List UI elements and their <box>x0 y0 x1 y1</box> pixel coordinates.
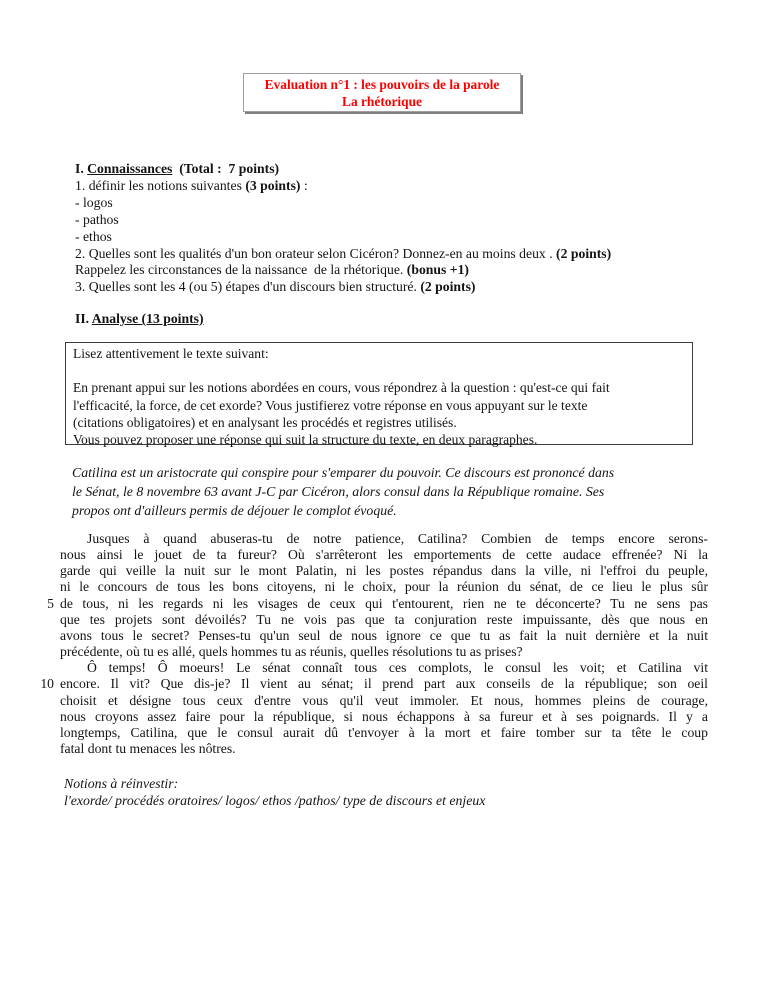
context-paragraph <box>72 463 722 521</box>
line-number-10: 10 <box>40 676 54 692</box>
title-line-1: Evaluation n°1 : les pouvoirs de la parole <box>264 77 500 92</box>
question-bonus: Rappelez les circonstances de la naissance de la rhétorique. (bonus +1) <box>75 262 469 278</box>
notions-title: Notions à réinvestir: <box>64 776 179 791</box>
speech-line: garde qui veille la nuit sur le mont Palatin, ni les postes répandus dans la ville, ni l'effroi du peuple, <box>60 563 708 579</box>
speech-line: de tous, ni les regards ni les visages de ceux qui t'entourent, rien ne te déconcerte? Tu ne sens pas <box>60 595 708 611</box>
instruction-line: (citations obligatoires) et en analysant les procédés et registres utilisés. <box>73 414 457 430</box>
section2-numeral: II. <box>75 311 92 326</box>
list-item-pathos: - pathos <box>75 211 119 227</box>
speech-text <box>60 531 708 757</box>
speech-line: que tes projets sont dévoilés? Tu ne vois pas que ta conjuration reste impuissante, dès que nous en <box>60 611 708 627</box>
question-2-points: (2 points) <box>556 245 612 261</box>
instruction-line: Vous pouvez proposer une réponse qui suit la structure du texte, en deux paragraphes. <box>73 432 538 448</box>
section2-heading-text: Analyse (13 points) <box>91 311 204 326</box>
question-2: 2. Quelles sont les qualités d'un bon orateur selon Cicéron? Donnez-en au moins deux . (2 points) <box>75 245 612 261</box>
instruction-intro: Lisez attentivement le texte suivant: <box>73 346 269 361</box>
section1-numeral: I. <box>75 161 88 176</box>
question-3: 3. Quelles sont les 4 (ou 5) étapes d'un discours bien structuré. (2 points) <box>75 279 476 295</box>
speech-line: fatal dont tu menaces les nôtres. <box>60 741 236 757</box>
speech-line: précédente, où tu es allé, quels hommes tu as réunis, quelles résolutions tu as prises? <box>60 644 523 660</box>
section-analyse-heading <box>75 311 204 327</box>
speech-line: avons tous le secret? Penses-tu qu'un seul de nous ignore ce que tu as fait la nuit dernière et la nuit <box>60 627 708 643</box>
list-item-logos: - logos <box>75 194 113 210</box>
section-connaissances <box>75 161 735 296</box>
question-1-points: (3 points) <box>245 177 301 193</box>
instruction-line: En prenant appui sur les notions abordées en cours, vous répondrez à la question : qu'est-ce qui fait <box>73 380 610 396</box>
section1-total-points: (Total : 7 points) <box>172 161 280 176</box>
speech-line: choisit et désigne tous ceux d'entre vous qu'il veut immoler. Et nous, hommes pleins de courage, <box>60 692 708 708</box>
speech-line: nous ainsi le jouet de ta fureur? Où s'arrêteront les emportements de cette audace effrenée? Ni la <box>60 547 708 563</box>
context-line: Catilina est un aristocrate qui conspire pour s'emparer du pouvoir. Ce discours est prononcé dans <box>72 465 615 480</box>
blank-line <box>73 362 692 379</box>
context-line: propos ont d'ailleurs permis de déjouer le complot évoqué. <box>72 503 397 519</box>
speech-line: encore. Il vit? Que dis-je? Il vient au sénat; il prend part aux conseils de la république; son oeil <box>60 676 708 692</box>
section1-heading-text: Connaissances <box>87 161 173 176</box>
speech-line: Jusques à quand abuseras-tu de notre patience, Catilina? Combien de temps encore serons- <box>87 531 708 546</box>
speech-line: nous croyons assez faire pour la république, si nous échappons à sa fureur et à ses poignards. Il y a <box>60 708 708 724</box>
notions-list: l'exorde/ procédés oratoires/ logos/ ethos /pathos/ type de discours et enjeux <box>64 793 486 809</box>
instruction-line: l'efficacité, la force, de cet exorde? Vous justifierez votre réponse en vous appuyant sur le texte <box>73 397 588 413</box>
title-box <box>243 73 521 112</box>
notions-block <box>64 775 724 809</box>
bonus-points: (bonus +1) <box>406 262 469 278</box>
instruction-box <box>65 342 693 448</box>
question-3-points: (2 points) <box>420 279 476 295</box>
speech-line: Ô temps! Ô moeurs! Le sénat connaît tous ces complots, le consul les voit; et Catilina vit <box>87 660 708 676</box>
list-item-ethos: - ethos <box>75 228 112 244</box>
speech-line: longtemps, Catilina, que le consul aurait dû t'envoyer à la mort et faire tomber sur ta tête le coup <box>60 724 708 740</box>
line-number-5: 5 <box>47 595 54 611</box>
context-line: le Sénat, le 8 novembre 63 avant J-C par Cicéron, alors consul dans la République romaine. Ses <box>72 484 605 500</box>
speech-line: ni le concours de tous les bons citoyens, ni le choix, pour la réunion du sénat, de ce lieu le plus sûr <box>60 579 708 595</box>
section1-heading <box>75 161 735 178</box>
question-1: 1. définir les notions suivantes (3 points) : <box>75 177 308 193</box>
title-line-2: La rhétorique <box>342 94 422 109</box>
